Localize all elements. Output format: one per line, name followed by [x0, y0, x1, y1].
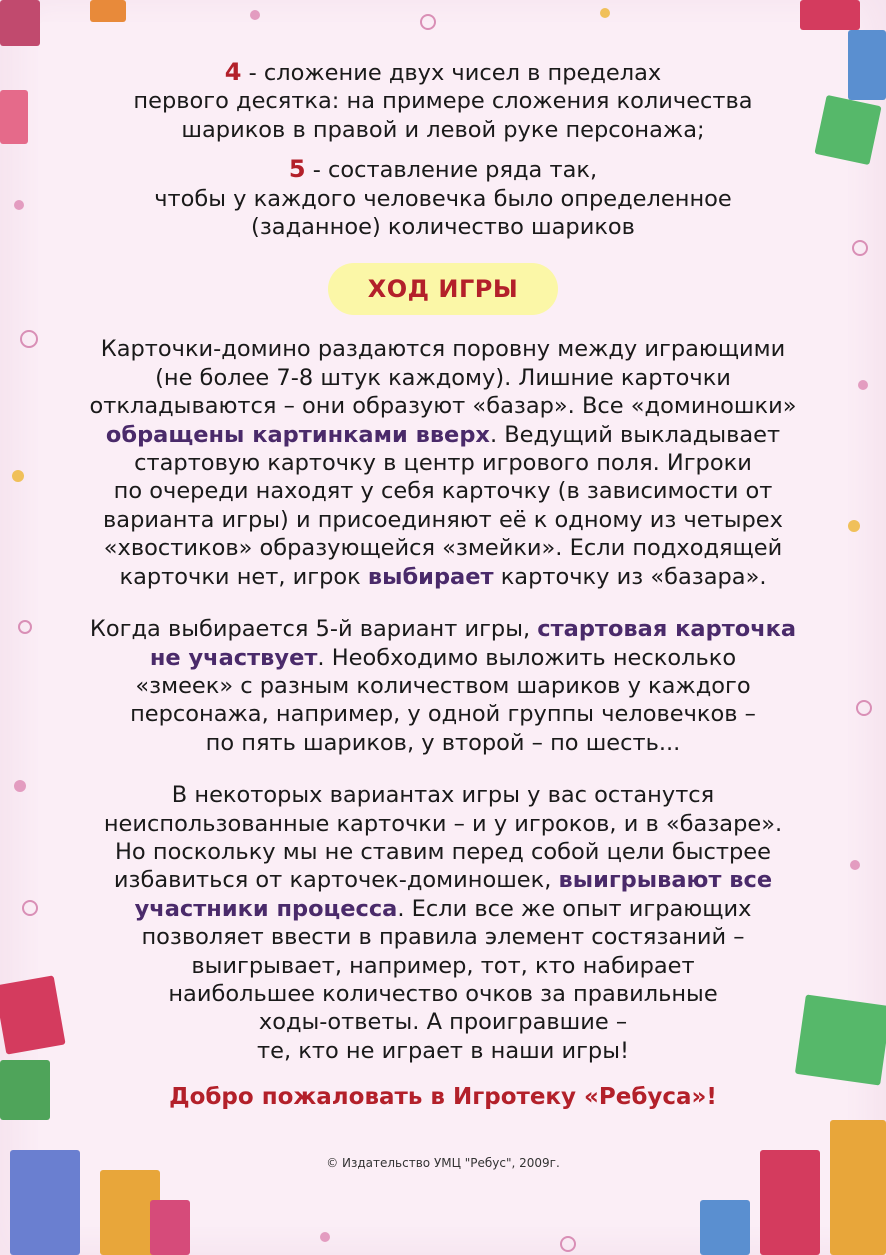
text-line: (заданное) количество шариков [251, 214, 635, 241]
text-line: В некоторых вариантах игры у вас останутся [171, 782, 715, 809]
text-line: шариков в правой и левой руке персонажа; [181, 116, 705, 143]
confetti-dot [858, 380, 868, 390]
text-line: наибольшее количество очков за правильные [168, 980, 718, 1007]
winning-paragraph [50, 781, 836, 1065]
confetti-dot [250, 10, 260, 20]
highlight-text: выбирает [367, 563, 494, 590]
text-line: - составление ряда так, [305, 157, 598, 184]
text-line: те, кто не играет в наши игры! [257, 1037, 629, 1064]
confetti-dot [18, 620, 32, 634]
text-line: персонажа, например, у одной группы человечков – [130, 701, 756, 728]
text-line: Но поскольку мы не ставим перед собой цели быстрее [115, 838, 771, 865]
gift-box-icon [848, 30, 886, 100]
text-line: . Если все же опыт играющих [397, 895, 752, 922]
text-line: варианта игры) и присоединяют её к одному из четырех [103, 506, 783, 533]
text-line: выигрывает, например, тот, кто набирает [191, 952, 695, 979]
gift-box-icon [830, 1120, 886, 1255]
text-line: (не более 7-8 штук каждому). Лишние карточки [155, 364, 731, 391]
confetti-dot [14, 780, 26, 792]
text-line: по пять шариков, у второй – по шесть... [205, 729, 681, 756]
confetti-dot [320, 1232, 330, 1242]
rules-text [50, 58, 836, 1171]
text-line: стартовую карточку в центр игрового поля. Игроки [134, 450, 752, 477]
copyright-line [50, 1152, 836, 1171]
gift-box-icon [800, 0, 860, 30]
gift-box-icon [0, 0, 40, 46]
confetti-dot [850, 860, 860, 870]
confetti-dot [420, 14, 436, 30]
text-line: Когда выбирается 5-й вариант игры, [89, 616, 538, 643]
highlight-text: обращены картинками вверх [105, 421, 490, 448]
section-title: ХОД ИГРЫ [367, 275, 519, 304]
section-title-badge [328, 263, 558, 315]
text-line: первого десятка: на примере сложения количества [133, 88, 753, 115]
confetti-dot [856, 700, 872, 716]
confetti-dot [560, 1236, 576, 1252]
text-line: избавиться от карточек-доминошек, [113, 867, 559, 894]
section-title-wrap [50, 263, 836, 315]
highlight-text: не участвует [149, 644, 318, 671]
gift-box-icon [0, 90, 28, 144]
text-line: откладываются – они образуют «базар». Все «доминошки» [89, 393, 797, 420]
text-line: Карточки-домино раздаются поровну между играющими [100, 336, 786, 363]
text-line: ходы-ответы. А проигравшие – [258, 1009, 628, 1036]
confetti-dot [12, 470, 24, 482]
gift-box-icon [90, 0, 126, 22]
game-procedure-paragraph [50, 335, 836, 591]
confetti-dot [600, 8, 610, 18]
rule-variant-5 [50, 155, 836, 241]
confetti-dot [14, 200, 24, 210]
confetti-dot [848, 520, 860, 532]
text-line: позволяет ввести в правила элемент состязаний – [141, 924, 745, 951]
confetti-dot [20, 330, 38, 348]
text-line: чтобы у каждого человечка было определенное [154, 185, 732, 212]
text-line: карточки нет, игрок [119, 563, 368, 590]
gift-box-icon [150, 1200, 190, 1255]
text-line: . Ведущий выкладывает [489, 421, 781, 448]
welcome-line [50, 1083, 836, 1111]
text-line: . Необходимо выложить несколько [317, 644, 737, 671]
variant-number: 5 [288, 155, 306, 184]
confetti-dot [22, 900, 38, 916]
gift-box-icon [0, 1060, 50, 1120]
highlight-text: участники процесса [134, 895, 398, 922]
text-line: по очереди находят у себя карточку (в зависимости от [113, 478, 773, 505]
gift-box-icon [700, 1200, 750, 1255]
text-line: - сложение двух чисел в пределах [241, 60, 662, 86]
variant-number: 4 [224, 58, 242, 86]
text-line: «змеек» с разным количеством шариков у каждого [135, 672, 751, 699]
copyright-text: © Издательство УМЦ "Ребус", 2009г. [326, 1155, 560, 1170]
variant-5-paragraph [50, 615, 836, 757]
welcome-text: Добро пожаловать в Игротеку «Ребуса»! [169, 1084, 717, 1111]
highlight-text: стартовая карточка [537, 616, 797, 643]
confetti-dot [852, 240, 868, 256]
text-line: неиспользованные карточки – и у игроков, и в «базаре». [103, 810, 783, 837]
highlight-text: выигрывают все [558, 867, 773, 894]
text-line: карточку из «базара». [493, 563, 767, 590]
text-line: «хвостиков» образующейся «змейки». Если подходящей [103, 535, 783, 562]
rule-variant-4 [50, 58, 836, 144]
